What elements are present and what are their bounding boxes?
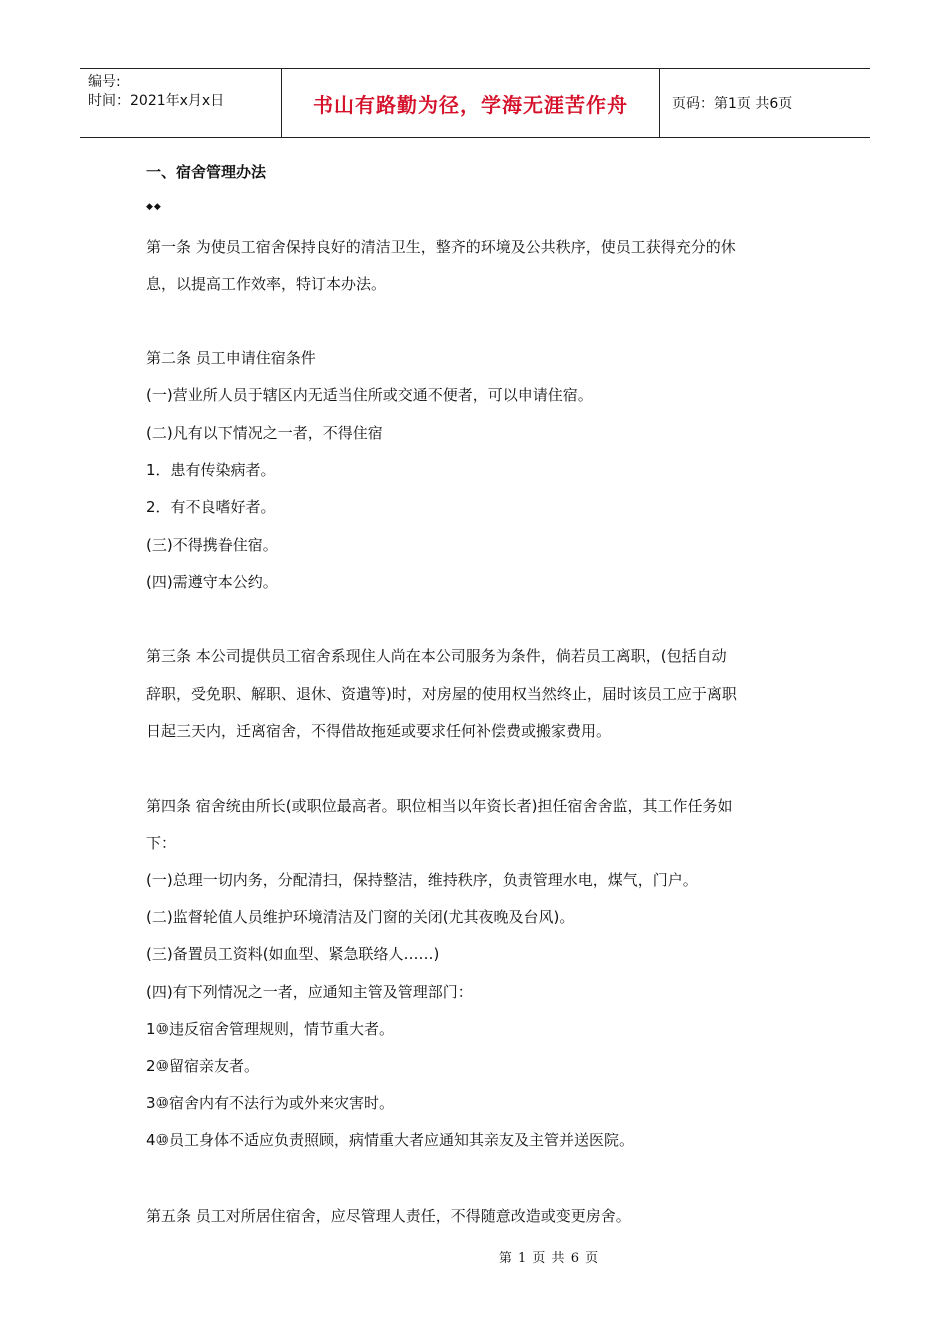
article-1-line-2: 息，以提高工作效率，特订本办法。 — [146, 275, 387, 293]
header-page-number: 页码：第1页 共6页 — [672, 96, 793, 112]
article-3-line-2: 辞职，受免职、解职、退休、资遣等)时，对房屋的使用权当然终止，届时该员工应于离职 — [146, 685, 737, 703]
article-4-subitem-4: 4⑩员工身体不适应负责照顾，病情重大者应通知其亲友及主管并送医院。 — [146, 1131, 634, 1149]
header-page-cell — [660, 69, 870, 137]
article-2-heading: 第二条 员工申请住宿条件 — [146, 349, 316, 367]
article-2-subitem-1: 1．患有传染病者。 — [146, 461, 276, 479]
article-4-item-1: (一)总理一切内务，分配清扫，保持整洁，维持秩序，负责管理水电，煤气，门户。 — [146, 871, 698, 889]
ornament-diamonds: ◆◆ — [146, 202, 162, 212]
document-number-label: 编号: — [88, 74, 121, 90]
article-2-subitem-2: 2．有不良嗜好者。 — [146, 498, 276, 516]
article-4-subitem-1: 1⑩违反宿舍管理规则，情节重大者。 — [146, 1020, 394, 1038]
article-4-item-2: (二)监督轮值人员维护环境清洁及门窗的关闭(尤其夜晚及台风)。 — [146, 908, 575, 926]
article-2-item-4: (四)需遵守本公约。 — [146, 573, 278, 591]
article-4-subitem-2: 2⑩留宿亲友者。 — [146, 1057, 259, 1075]
article-3-line-1: 第三条 本公司提供员工宿舍系现住人尚在本公司服务为条件，倘若员工离职，(包括自动 — [146, 647, 727, 665]
article-4-item-4: (四)有下列情况之一者，应通知主管及管理部门： — [146, 983, 473, 1001]
article-2-item-1: (一)营业所人员于辖区内无适当住所或交通不便者，可以申请住宿。 — [146, 386, 593, 404]
page-header — [80, 68, 870, 138]
article-2-item-2: (二)凡有以下情况之一者，不得住宿 — [146, 424, 383, 442]
article-4-line-1: 第四条 宿舍统由所长(或职位最高者。职位相当以年资长者)担任宿舍舍监，其工作任务如 — [146, 797, 733, 815]
article-4-subitem-3: 3⑩宿舍内有不法行为或外来灾害时。 — [146, 1094, 394, 1112]
article-5-line-1: 第五条 员工对所居住宿舍，应尽管理人责任，不得随意改造或变更房舍。 — [146, 1207, 631, 1225]
article-4-line-2: 下： — [146, 834, 177, 852]
header-motto: 书山有路勤为径，学海无涯苦作舟 — [313, 92, 628, 117]
header-motto-cell — [282, 69, 660, 137]
article-2-item-3: (三)不得携眷住宿。 — [146, 536, 278, 554]
document-date-label: 时间：2021年x月x日 — [88, 93, 225, 109]
article-3-line-3: 日起三天内，迁离宿舍，不得借故拖延或要求任何补偿费或搬家费用。 — [146, 722, 612, 740]
section-title: 一、宿舍管理办法 — [146, 163, 267, 181]
page-footer — [0, 1247, 950, 1266]
footer-page-number: 第 1 页 共 6 页 — [498, 1251, 600, 1266]
article-4-item-3: (三)备置员工资料(如血型、紧急联络人……) — [146, 945, 440, 963]
article-1-line-1: 第一条 为使员工宿舍保持良好的清洁卫生，整齐的环境及公共秩序，使员工获得充分的休 — [146, 238, 736, 256]
header-meta — [80, 69, 282, 137]
